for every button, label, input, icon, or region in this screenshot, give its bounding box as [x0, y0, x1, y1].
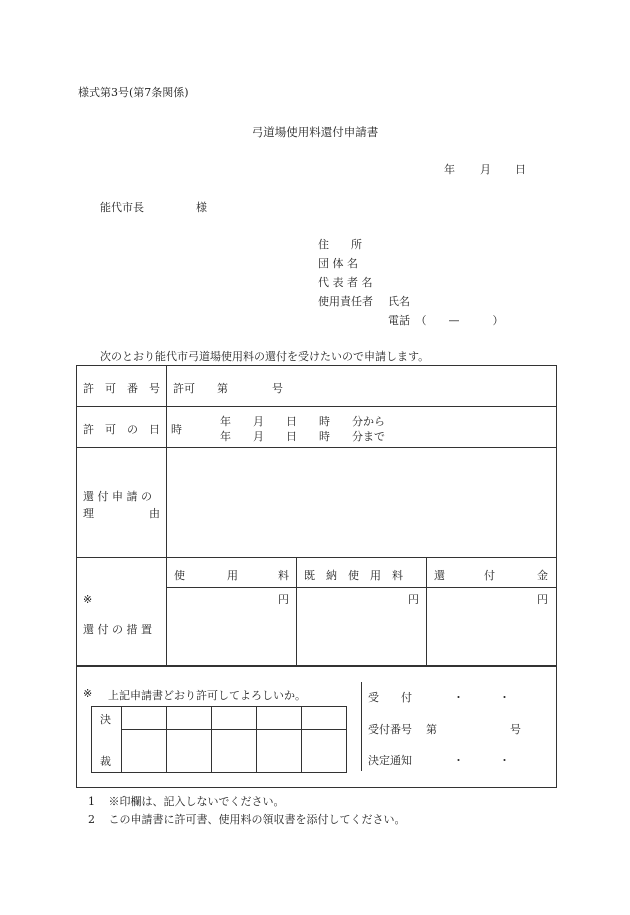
approval-text: 上記申請書どおり許可してよろしいか。: [108, 689, 306, 702]
fee-yen: 円: [278, 593, 289, 606]
note-2-number: 2: [88, 813, 95, 826]
intro-text: 次のとおり能代市弓道場使用料の還付を受けたいので申請します。: [100, 350, 430, 363]
measure-mark: ※: [83, 593, 93, 606]
applicant-name: 氏名: [388, 295, 410, 308]
applicant-responsible: 使用責任者: [318, 295, 373, 308]
addressee-name: 能代市長: [100, 201, 144, 214]
permit-datetime-to: 年 月 日 時 分まで: [220, 430, 385, 443]
receipt-number-value: 第: [426, 723, 437, 736]
addressee-honorific: 様: [196, 201, 207, 214]
applicant-address: 住 所: [318, 238, 362, 251]
note-2: [88, 811, 406, 827]
form-title: 弓道場使用料還付申請書: [251, 125, 379, 139]
decision-notice-dot-1: ・: [453, 754, 464, 767]
decision-notice-label: 決定通知: [368, 754, 412, 767]
paid-fee-header: 既 納 使 用 料: [304, 569, 403, 582]
date-year: 年: [444, 163, 455, 176]
measure-label: 還 付 の 措 置: [83, 623, 152, 636]
received-label: 受 付: [368, 691, 412, 704]
receipt-number-suffix: 号: [510, 723, 521, 736]
note-1: [88, 793, 285, 809]
decision-notice-dot-2: ・: [499, 754, 510, 767]
approval-divider: [361, 682, 362, 771]
decision-label-2: 裁: [100, 755, 111, 768]
decision-label-1: 決: [100, 713, 111, 726]
applicant-group: 団 体 名: [318, 257, 358, 270]
note-2-text: この申請書に許可書、使用料の領収書を添付してください。: [108, 813, 406, 826]
permit-datetime-label: 許 可 の 日 時: [83, 423, 182, 436]
received-dot-1: ・: [453, 691, 464, 704]
paid-fee-yen: 円: [408, 593, 419, 606]
applicant-representative: 代 表 者 名: [318, 276, 373, 289]
approval-mark: ※: [83, 687, 93, 700]
received-dot-2: ・: [499, 691, 510, 704]
note-1-text: ※印欄は、記入しないでください。: [108, 795, 285, 808]
date-month: 月: [480, 163, 491, 176]
applicant-phone: 電話 （ — ）: [388, 314, 504, 327]
refund-reason-label-2: 理 由: [83, 507, 160, 520]
permit-number-value: 許可 第 号: [173, 382, 283, 395]
permit-number-label: 許 可 番 号: [83, 382, 160, 395]
receipt-number-label: 受付番号: [368, 723, 412, 736]
note-1-number: 1: [88, 795, 95, 808]
refund-yen: 円: [537, 593, 548, 606]
form-number: 様式第3号(第7条関係): [78, 86, 189, 99]
permit-datetime-from: 年 月 日 時 分から: [220, 415, 385, 428]
refund-reason-label: 還 付 申 請 の: [83, 490, 152, 503]
date-day: 日: [515, 163, 526, 176]
